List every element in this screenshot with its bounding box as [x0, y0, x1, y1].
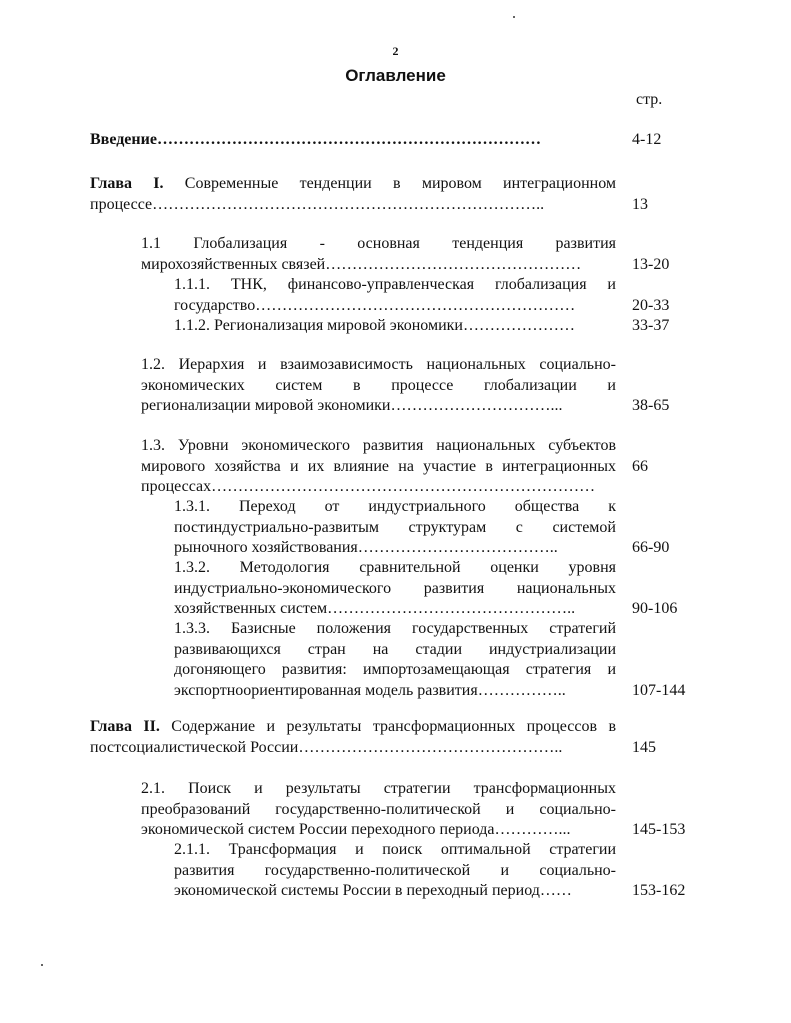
toc-entry-line: 1.3.1. Переход от индустриального общества к — [174, 498, 616, 515]
toc-entry-line: развивающихся стран на стадии индустриализации — [174, 640, 616, 658]
toc-entry-line: государство…………………………………………………… — [174, 296, 576, 314]
toc-entry-pages: 66 — [632, 457, 648, 475]
toc-entry-pages: 107-144 — [632, 681, 686, 699]
toc-entry-line: экономической системы России в переходный период…… — [174, 882, 572, 899]
toc-entry-line: 1.1.1. ТНК, финансово-управленческая глобализация и — [174, 276, 616, 293]
chapter-2-heading: Глава II. — [90, 718, 160, 735]
toc-entry-line: 1.3.3. Базисные положения государственных стратегий — [174, 620, 616, 637]
toc-entry-pages: 4-12 — [632, 131, 662, 148]
toc-entry-pages: 13 — [632, 195, 648, 213]
toc-entry-line: индустриально-экономического развития национальных — [174, 579, 616, 597]
toc-entry-pages: 145 — [632, 738, 656, 756]
toc-entry-line: мирохозяйственных связей………………………………………… — [141, 255, 582, 273]
toc-entry-line: Введение……………………………………………………………… — [90, 131, 541, 148]
chapter-1-heading: Глава I. — [90, 175, 164, 192]
toc-entry-pages: 66-90 — [632, 539, 670, 556]
toc-entry-pages: 145-153 — [632, 821, 686, 838]
toc-entry-line: 2.1. Поиск и результаты стратегии трансформационных — [141, 780, 616, 797]
toc-entry-line: преобразований государственно-политической и социально- — [141, 800, 616, 818]
toc-entry-line: Глава I. Современные тенденции в мировом интеграционном — [90, 175, 617, 192]
toc-entry-line: 1.2. Иерархия и взаимозависимость национальных социально- — [141, 356, 616, 373]
page-column-label: стр. — [636, 91, 663, 108]
toc-entry-line: экономических систем в процессе глобализации и — [141, 376, 616, 394]
toc-entry-pages: 33-37 — [632, 317, 670, 334]
toc-entry-line: 1.3.2. Методология сравнительной оценки уровня — [174, 559, 616, 576]
toc-entry-line: 2.1.1. Трансформация и поиск оптимальной стратегии — [174, 841, 616, 858]
toc-entry-line: процессе……………………………………………………………….. — [90, 195, 545, 213]
toc-entry-line: развития государственно-политической и социально- — [174, 861, 616, 879]
toc-entry-line: догоняющего развития: импортозамещающая стратегия и — [174, 661, 616, 678]
toc-entry-line: 1.1 Глобализация - основная тенденция развития — [141, 235, 616, 252]
scan-speck — [41, 964, 43, 966]
toc-entry-line: Глава II. Содержание и результаты трансформационных процессов в — [90, 718, 616, 735]
toc-entry-line: постсоциалистической России………………………………………….. — [90, 738, 563, 756]
toc-entry-pages: 20-33 — [632, 296, 670, 314]
toc-entry-line: хозяйственных систем……………………………………….. — [174, 600, 576, 617]
toc-entry-line: 1.3. Уровни экономического развития национальных субъектов — [141, 437, 616, 454]
toc-entry-line: постиндустриально-развитым структурам с системой — [174, 518, 616, 536]
toc-entry-line: 1.1.2. Регионализация мировой экономики………………… — [174, 317, 575, 334]
toc-entry-line: экспортноориентированная модель развития…………….. — [174, 681, 566, 699]
toc-entry-pages: 90-106 — [632, 600, 678, 617]
page-title: Оглавление — [345, 66, 446, 85]
toc-entry-line: мирового хозяйства и их влияние на участие в интеграционных — [141, 457, 616, 475]
page-number: 2 — [392, 44, 399, 58]
toc-entry-line: процессах……………………………………………………………… — [141, 478, 596, 495]
scan-speck — [513, 16, 515, 18]
toc-entry-line: рыночного хозяйствования……………………………….. — [174, 539, 558, 556]
toc-entry-pages: 38-65 — [632, 397, 670, 414]
toc-entry-line: экономической систем России переходного периода…………... — [141, 821, 571, 838]
toc-entry-line: регионализации мировой экономики…………………………... — [141, 397, 563, 414]
toc-entry-pages: 153-162 — [632, 882, 686, 899]
toc-entry-pages: 13-20 — [632, 255, 670, 273]
